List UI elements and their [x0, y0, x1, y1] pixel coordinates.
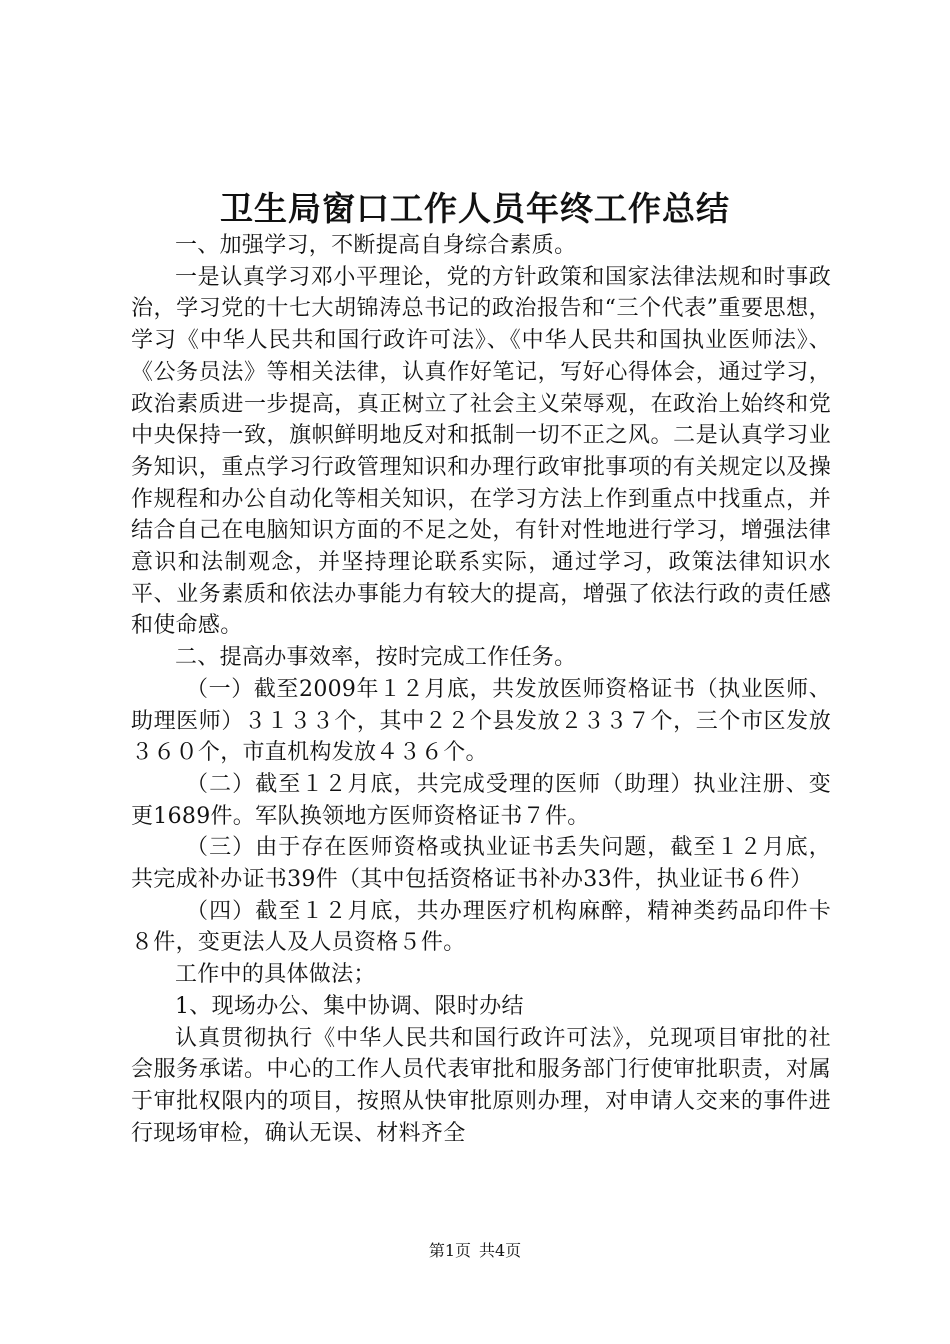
page-total: 共4页 — [479, 1241, 522, 1260]
section-heading-2: 二、提高办事效率，按时完成工作任务。 — [175, 645, 577, 671]
section-heading-1: 一、加强学习，不断提高自身综合素质。 — [175, 233, 577, 258]
page-number: 第1页 — [428, 1241, 471, 1260]
list-item-4: （四）截至１２月底，共办理医疗机构麻醉，精神类药品印件卡８件，变更法人及人员资格５件。 — [131, 898, 831, 956]
document-body — [131, 230, 831, 1149]
paragraph-implementation: 认真贯彻执行《中华人民共和国行政许可法》，兑现项目审批的社会服务承诺。中心的工作人员代表审批和服务部门行使审批职责，对属于审批权限内的项目，按照从快审批原则办理，对申请人交来的事件进行现场审检，确认无误、材料齐全 — [131, 1025, 831, 1146]
list-item-3: （三）由于存在医师资格或执业证书丢失问题，截至１２月底，共完成补办证书39件（其中包括资格证书补办33件，执业证书６件） — [131, 835, 831, 893]
document-title: 卫生局窗口工作人员年终工作总结 — [220, 189, 730, 228]
page-footer — [0, 1240, 950, 1262]
subheading-1: 1、现场办公、集中协调、限时办结 — [175, 993, 524, 1019]
list-item-1: （一）截至2009年１２月底，共发放医师资格证书（执业医师、助理医师）３１３３个，其中２２个县发放２３３７个，三个市区发放３６０个，市直机构发放４３６个。 — [131, 676, 831, 766]
list-item-2: （二）截至１２月底，共完成受理的医师（助理）执业注册、变更1689件。军队换领地方医师资格证书７件。 — [131, 771, 831, 829]
paragraph-study: 一是认真学习邓小平理论，党的方针政策和国家法律法规和时事政治，学习党的十七大胡锦涛总书记的政治报告和“三个代表”重要思想，学习《中华人民共和国行政许可法》、《中华人民共和国执业医师法》、《公务员法》等相关法律，认真作好笔记，写好心得体会，通过学习，政治素质进一步提高，真正树立了社会主义荣辱观，在政治上始终和党中央保持一致，旗帜鲜明地反对和抵制一切不正之风。二是认真学习业务知识，重点学习行政管理知识和办理行政审批事项的有关规定以及操作规程和办公自动化等相关知识，在学习方法上作到重点中找重点，并结合自己在电脑知识方面的不足之处，有针对性地进行学习，增强法律意识和法制观念，并坚持理论联系实际，通过学习，政策法律知识水平、业务素质和依法办事能力有较大的提高，增强了依法行政的责任感和使命感。 — [131, 264, 831, 639]
section-heading-practice: 工作中的具体做法； — [175, 962, 376, 988]
